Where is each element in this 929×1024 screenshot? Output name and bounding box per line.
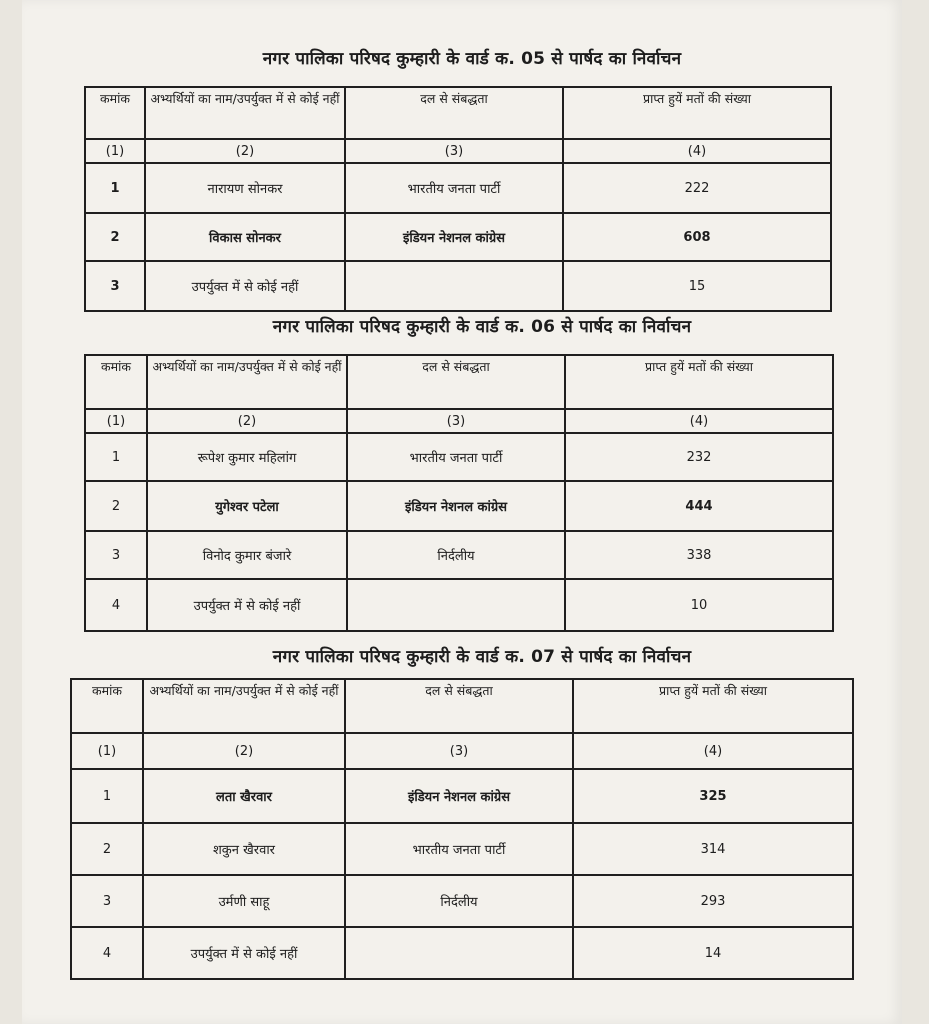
row-sno: 2 bbox=[85, 481, 147, 531]
row-sno: 3 bbox=[71, 875, 143, 927]
ward-05-table bbox=[84, 86, 832, 312]
row-votes: 232 bbox=[565, 433, 833, 481]
index-label: (3) bbox=[345, 139, 563, 163]
row-party: इंडियन नेशनल कांग्रेस bbox=[345, 213, 563, 261]
ward-06-title: नगर पालिका परिषद कुम्हारी के वार्ड क. 06 से पार्षद का निर्वाचन bbox=[272, 317, 692, 337]
table-row bbox=[71, 823, 853, 875]
row-name: नारायण सोनकर bbox=[145, 163, 345, 213]
header-sno: कमांक bbox=[85, 87, 145, 139]
row-party bbox=[345, 927, 573, 979]
row-votes: 325 bbox=[573, 769, 853, 823]
row-votes: 14 bbox=[573, 927, 853, 979]
row-sno: 4 bbox=[71, 927, 143, 979]
index-label: (3) bbox=[347, 409, 565, 433]
table-row bbox=[71, 927, 853, 979]
table-row bbox=[85, 579, 833, 631]
row-sno: 1 bbox=[85, 433, 147, 481]
index-label: (2) bbox=[143, 733, 345, 769]
row-party: निर्दलीय bbox=[347, 531, 565, 579]
header-party: दल से संबद्धता bbox=[345, 87, 563, 139]
index-label: (4) bbox=[565, 409, 833, 433]
row-votes: 293 bbox=[573, 875, 853, 927]
table-row bbox=[71, 769, 853, 823]
row-votes: 444 bbox=[565, 481, 833, 531]
document-page bbox=[22, 0, 902, 1024]
row-sno: 3 bbox=[85, 261, 145, 311]
table-row bbox=[85, 261, 831, 311]
row-name: युगेश्वर पटेला bbox=[147, 481, 347, 531]
row-sno: 1 bbox=[71, 769, 143, 823]
index-label: (4) bbox=[563, 139, 831, 163]
table-row bbox=[71, 875, 853, 927]
row-party: भारतीय जनता पार्टी bbox=[345, 163, 563, 213]
ward-06-table bbox=[84, 354, 834, 632]
index-label: (1) bbox=[85, 409, 147, 433]
row-votes: 15 bbox=[563, 261, 831, 311]
row-party: भारतीय जनता पार्टी bbox=[345, 823, 573, 875]
header-name: अभ्यर्थियों का नाम/उपर्युक्त में से कोई नहीं bbox=[143, 679, 345, 733]
row-name: शकुन खैरवार bbox=[143, 823, 345, 875]
index-label: (1) bbox=[71, 733, 143, 769]
row-party: इंडियन नेशनल कांग्रेस bbox=[347, 481, 565, 531]
header-votes: प्राप्त हुयें मतों की संख्या bbox=[573, 679, 853, 733]
ward-05-title: नगर पालिका परिषद कुम्हारी के वार्ड क. 05 से पार्षद का निर्वाचन bbox=[262, 49, 682, 69]
row-votes: 222 bbox=[563, 163, 831, 213]
row-party bbox=[345, 261, 563, 311]
row-name: रूपेश कुमार महिलांग bbox=[147, 433, 347, 481]
row-votes: 314 bbox=[573, 823, 853, 875]
table-row bbox=[85, 433, 833, 481]
index-label: (4) bbox=[573, 733, 853, 769]
table-row bbox=[85, 481, 833, 531]
table-row bbox=[85, 213, 831, 261]
index-label: (1) bbox=[85, 139, 145, 163]
row-votes: 10 bbox=[565, 579, 833, 631]
ward-07-table bbox=[70, 678, 854, 980]
row-name: विनोद कुमार बंजारे bbox=[147, 531, 347, 579]
row-sno: 3 bbox=[85, 531, 147, 579]
header-party: दल से संबद्धता bbox=[345, 679, 573, 733]
header-votes: प्राप्त हुयें मतों की संख्या bbox=[565, 355, 833, 409]
row-sno: 2 bbox=[85, 213, 145, 261]
row-name: उपर्युक्त में से कोई नहीं bbox=[145, 261, 345, 311]
row-name: उपर्युक्त में से कोई नहीं bbox=[143, 927, 345, 979]
row-votes: 338 bbox=[565, 531, 833, 579]
row-party bbox=[347, 579, 565, 631]
row-name: उर्मणी साहू bbox=[143, 875, 345, 927]
header-name: अभ्यर्थियों का नाम/उपर्युक्त में से कोई नहीं bbox=[145, 87, 345, 139]
index-label: (2) bbox=[145, 139, 345, 163]
row-name: विकास सोनकर bbox=[145, 213, 345, 261]
index-label: (2) bbox=[147, 409, 347, 433]
row-party: निर्दलीय bbox=[345, 875, 573, 927]
row-party: इंडियन नेशनल कांग्रेस bbox=[345, 769, 573, 823]
row-sno: 1 bbox=[85, 163, 145, 213]
row-party: भारतीय जनता पार्टी bbox=[347, 433, 565, 481]
header-votes: प्राप्त हुयें मतों की संख्या bbox=[563, 87, 831, 139]
header-name: अभ्यर्थियों का नाम/उपर्युक्त में से कोई नहीं bbox=[147, 355, 347, 409]
table-row bbox=[85, 531, 833, 579]
row-votes: 608 bbox=[563, 213, 831, 261]
row-name: उपर्युक्त में से कोई नहीं bbox=[147, 579, 347, 631]
ward-07-title: नगर पालिका परिषद कुम्हारी के वार्ड क. 07 से पार्षद का निर्वाचन bbox=[272, 647, 692, 667]
row-sno: 2 bbox=[71, 823, 143, 875]
header-sno: कमांक bbox=[71, 679, 143, 733]
index-label: (3) bbox=[345, 733, 573, 769]
row-name: लता खैरवार bbox=[143, 769, 345, 823]
table-row bbox=[85, 163, 831, 213]
header-party: दल से संबद्धता bbox=[347, 355, 565, 409]
row-sno: 4 bbox=[85, 579, 147, 631]
header-sno: कमांक bbox=[85, 355, 147, 409]
